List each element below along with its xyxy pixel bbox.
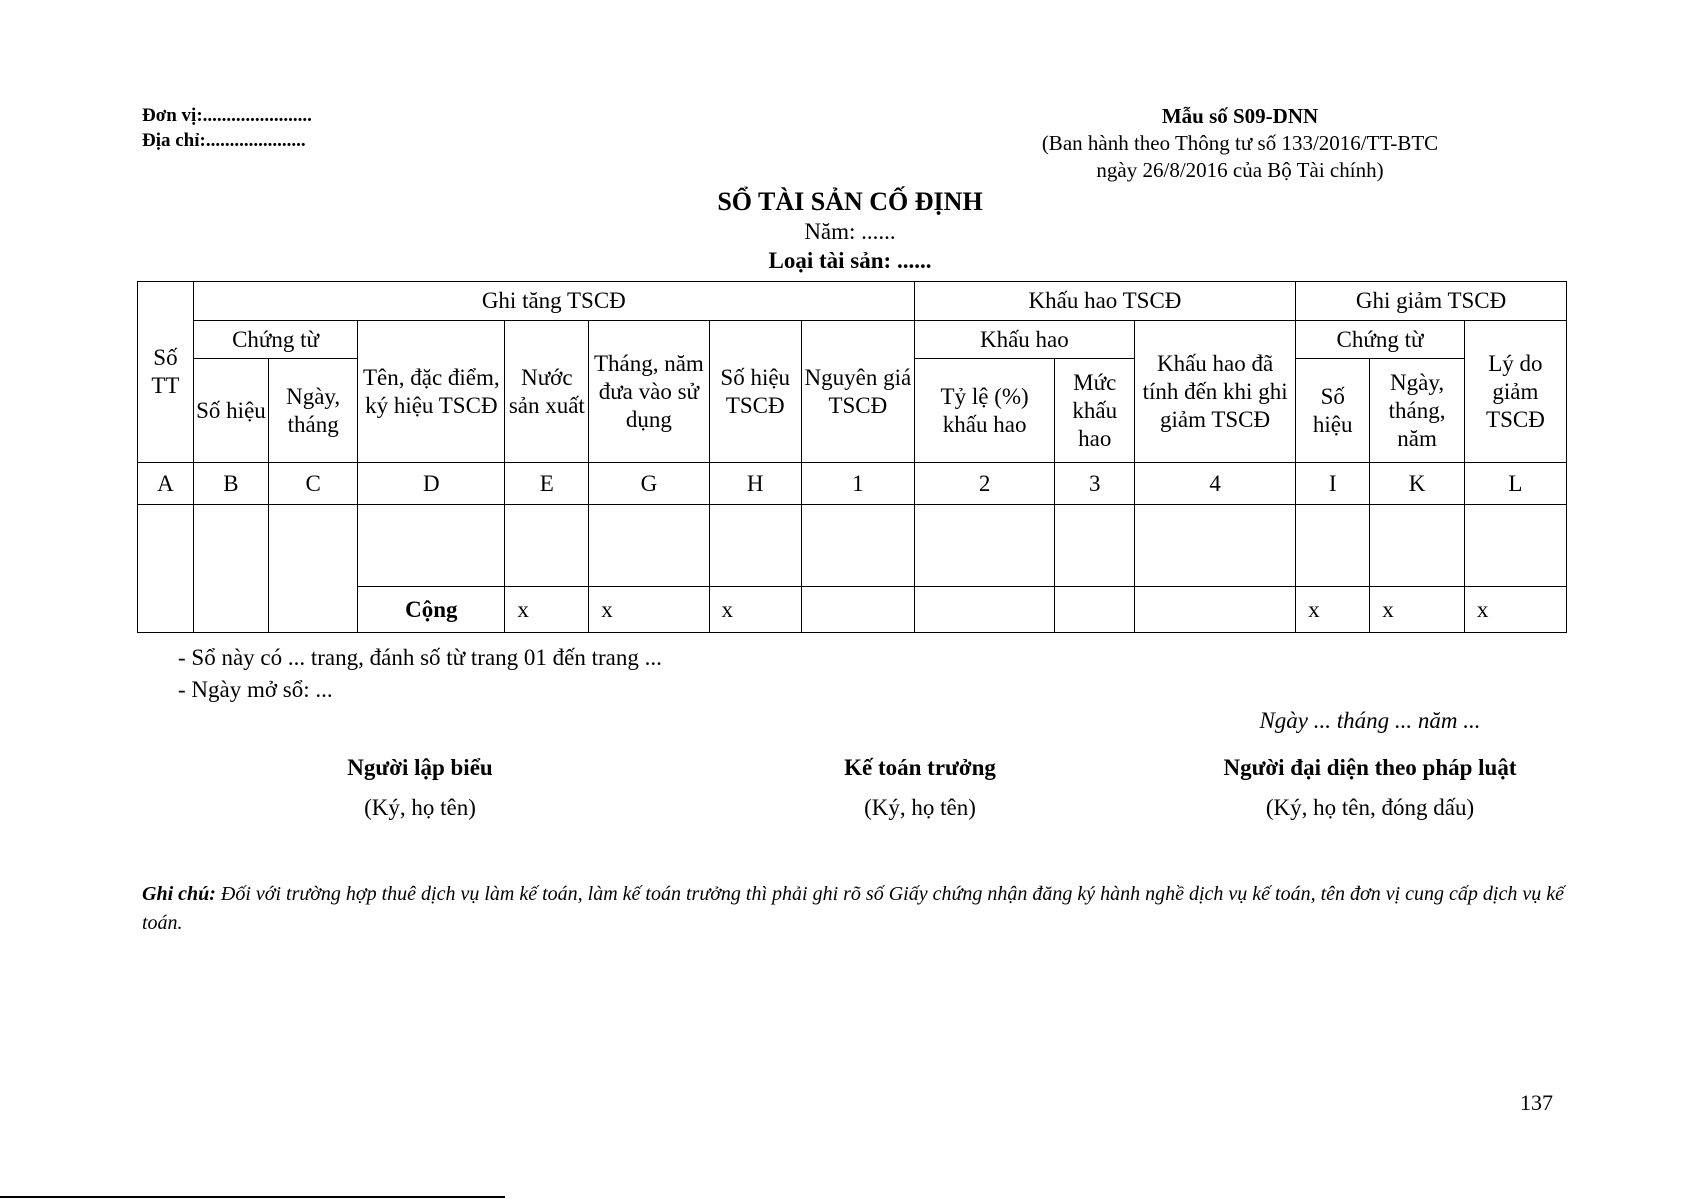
issued-date: ngày 26/8/2016 của Bộ Tài chính) [1096,158,1384,182]
mark-cell: x [1370,587,1465,633]
blank-cell [801,587,914,633]
blank-cell [1134,505,1295,587]
code-cell: C [269,463,358,505]
blank-cell [801,505,914,587]
header-rate: Tỷ lệ (%) khấu hao [914,359,1055,463]
signature-hint: (Ký, họ tên) [364,795,476,820]
header-doc: Chứng từ [193,321,357,359]
blank-cell [269,505,358,633]
signature-hint: (Ký, họ tên, đóng dấu) [1265,795,1475,820]
date-line: Ngày ... tháng ... năm ... [1259,708,1481,733]
header-row-sub [138,321,1567,359]
header-country: Nước sản xuất [505,321,589,463]
header-stt: Số TT [138,282,194,463]
blank-cell [1055,505,1135,587]
mark-cell: x [589,587,709,633]
header-doc-no: Số hiệu [193,359,268,463]
title-block [600,186,1100,276]
code-cell: 4 [1134,463,1295,505]
signature-preparer [220,748,620,828]
header-row-groups [138,282,1567,321]
header-original-cost: Nguyên giá TSCĐ [801,321,914,463]
blank-cell [1296,505,1370,587]
code-cell: 1 [801,463,914,505]
header-accumulated: Khấu hao đã tính đến khi ghi giảm TSCĐ [1134,321,1295,463]
mark-cell: x [505,587,589,633]
code-cell: B [193,463,268,505]
column-code-row [138,463,1567,505]
blank-cell [505,505,589,587]
blank-cell [358,505,505,587]
signature-legal-representative [1160,748,1580,828]
notes [178,642,662,706]
blank-cell [589,505,709,587]
header-group-increase: Ghi tăng TSCĐ [193,282,914,321]
header-amount: Mức khấu hao [1055,359,1135,463]
header-start-month: Tháng, năm đưa vào sử dụng [589,321,709,463]
signature-role: Người đại diện theo pháp luật [1223,755,1517,780]
form-number: Mẫu số S09-DNN [1161,104,1319,128]
blank-cell [193,505,268,633]
signature-chief-accountant [720,748,1120,828]
total-label: Cộng [358,587,505,633]
mark-cell: x [1464,587,1566,633]
header-dec-doc-no: Số hiệu [1296,359,1370,463]
address-line: Địa chỉ:..................... [142,130,306,151]
footnote [142,880,1572,938]
blank-cell [1055,587,1135,633]
document-title: SỔ TÀI SẢN CỐ ĐỊNH [717,187,983,216]
unit-header [142,103,312,153]
header-depreciation: Khấu hao [914,321,1134,359]
header-group-depreciation: Khấu hao TSCĐ [914,282,1295,321]
blank-cell [914,587,1055,633]
fixed-asset-ledger-table [137,281,1567,633]
footnote-label: Ghi chú: [142,883,216,905]
blank-cell [709,505,801,587]
signature-hint: (Ký, họ tên) [864,795,976,820]
page-number: 137 [1520,1090,1553,1115]
header-asset-no: Số hiệu TSCĐ [709,321,801,463]
form-header [960,103,1520,184]
code-cell: H [709,463,801,505]
header-group-decrease: Ghi giảm TSCĐ [1296,282,1567,321]
asset-type-line: Loại tài sản: ...... [768,248,932,273]
blank-cell [138,505,194,633]
year-line: Năm: ...... [804,219,896,244]
blank-cell [1134,587,1295,633]
header-name: Tên, đặc điểm, ký hiệu TSCĐ [358,321,505,463]
code-cell: 3 [1055,463,1135,505]
blank-entry-row [138,505,1567,587]
code-cell: D [358,463,505,505]
code-cell: G [589,463,709,505]
code-cell: 2 [914,463,1055,505]
issued-by: (Ban hành theo Thông tư số 133/2016/TT-BTC [1041,131,1439,155]
header-dec-doc-date: Ngày, tháng, năm [1370,359,1465,463]
signature-role: Kế toán trưởng [844,755,996,780]
bottom-rule [0,1196,505,1198]
code-cell: L [1464,463,1566,505]
code-cell: A [138,463,194,505]
header-doc-date: Ngày, tháng [269,359,358,463]
mark-cell: x [1296,587,1370,633]
blank-cell [1370,505,1465,587]
unit-line: Đơn vị:....................... [142,105,312,126]
signature-role: Người lập biểu [347,755,493,780]
header-dec-doc: Chứng từ [1296,321,1465,359]
mark-cell: x [709,587,801,633]
blank-cell [1464,505,1566,587]
header-reason: Lý do giảm TSCĐ [1464,321,1566,463]
note-pages: - Sổ này có ... trang, đánh số từ trang 01 đến trang ... [178,645,662,670]
code-cell: I [1296,463,1370,505]
footnote-text: Đối với trường hợp thuê dịch vụ làm kế toán, làm kế toán trưởng thì phải ghi rõ số Giấy chứng nhận đăng ký hành nghề dịch vụ kế toán, tên đơn vị cung cấp dịch vụ kế toán. [142,883,1564,934]
blank-cell [914,505,1055,587]
code-cell: K [1370,463,1465,505]
code-cell: E [505,463,589,505]
note-open-date: - Ngày mở sổ: ... [178,677,333,702]
